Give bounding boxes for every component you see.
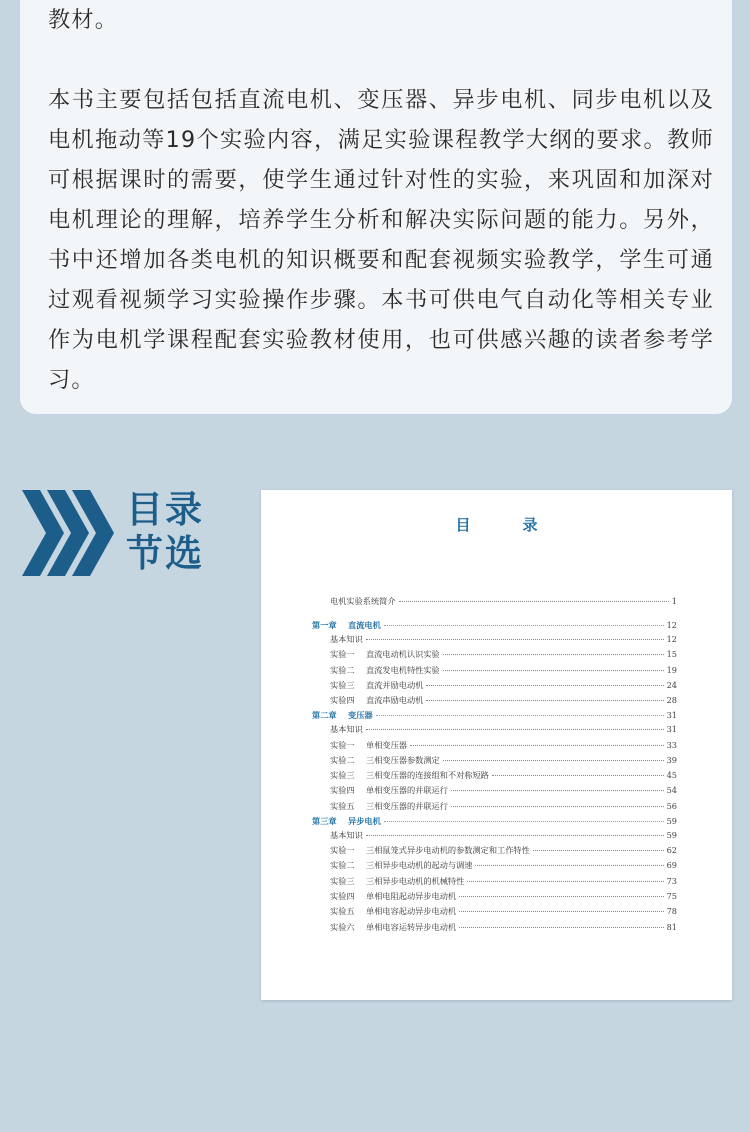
- toc-entry-row: [330, 634, 677, 645]
- toc-entry-row: [330, 876, 677, 887]
- toc-title-text: 单相变压器: [366, 739, 407, 750]
- toc-title-text: 三相变压器参数测定: [366, 754, 440, 765]
- toc-title-text: 直流串励电动机: [366, 695, 424, 706]
- triple-chevron-right-icon: [22, 488, 114, 578]
- toc-title-text: 基本知识: [330, 724, 363, 735]
- toc-number: 第一章: [312, 620, 337, 630]
- toc-title-text: 单相电阻起动异步电动机: [366, 890, 457, 901]
- toc-title-text: 三相鼠笼式异步电动机的参数测定和工作特性: [366, 845, 530, 855]
- section-title: [126, 488, 246, 576]
- toc-dot-leader: [451, 805, 664, 807]
- toc-entry-row: [330, 680, 677, 691]
- toc-entry-row: [330, 755, 677, 766]
- toc-page-number: 59: [666, 829, 677, 840]
- section-title-line2: 节选: [126, 532, 204, 575]
- toc-page-number: 31: [666, 724, 677, 735]
- toc-title-text: 基本知识: [330, 829, 363, 840]
- toc-page-number: 54: [666, 785, 677, 796]
- section-title-line1: 目录: [126, 488, 204, 531]
- toc-entry-row: [330, 801, 677, 812]
- toc-number: 实验二: [330, 754, 355, 765]
- toc-entry-row: [330, 830, 677, 841]
- toc-number: 实验二: [330, 860, 355, 871]
- toc-title-text: 电机实验系统简介: [330, 596, 396, 606]
- toc-entry-row: [330, 740, 677, 751]
- toc-number: 实验二: [330, 664, 355, 675]
- toc-title-text: 直流发电机特性实验: [366, 664, 440, 675]
- toc-number: 实验五: [330, 906, 355, 917]
- toc-title-text: 三相变压器的并联运行: [366, 800, 448, 811]
- toc-dot-leader: [410, 744, 664, 746]
- toc-entry-row: [330, 860, 677, 871]
- toc-chapter-row: [312, 710, 677, 721]
- toc-page-number: 28: [666, 695, 677, 706]
- toc-title-text: 三相变压器的连接组和不对称短路: [366, 770, 489, 781]
- toc-page-number: 31: [666, 710, 677, 721]
- toc-dot-leader: [451, 789, 664, 791]
- toc-entry-row: [330, 596, 677, 607]
- toc-dot-leader: [384, 624, 664, 626]
- toc-entry-row: [330, 695, 677, 706]
- toc-page-number: 81: [666, 921, 677, 932]
- toc-page-number: 1: [671, 596, 677, 606]
- toc-number: 实验四: [330, 890, 355, 901]
- intro-card: [20, 0, 732, 414]
- toc-page-number: 12: [666, 620, 677, 630]
- intro-paragraph: 教材。: [48, 7, 119, 33]
- toc-page-number: 73: [666, 875, 677, 886]
- intro-paragraph: 本书主要包括包括直流电机、变压器、异步电机、同步电机以及电机拖动等19个实验内容，满足实验课程教学大纲的要求。教师可根据课时的需要，使学生通过针对性的实验，来巩固和加深对电机理论的理解，培养学生分析和解决实际问题的能力。另外，书中还增加各类电机的知识概要和配套视频实验教学，学生可通过观看视频学习实验操作步骤。本书可供电气自动化等相关专业作为电机学课程配套实验教材使用，也可供感兴趣的读者参考学习。: [48, 87, 714, 393]
- toc-entry-row: [330, 724, 677, 735]
- toc-page-number: 75: [666, 890, 677, 901]
- toc-dot-leader: [533, 849, 664, 851]
- toc-number: 实验三: [330, 679, 355, 690]
- toc-chapter-row: [312, 816, 677, 827]
- toc-title-text: 基本知识: [330, 634, 363, 644]
- toc-title-text: 直流电动机认识实验: [366, 649, 440, 660]
- toc-title-text: 单相电容起动异步电动机: [366, 906, 457, 917]
- toc-page-number: 62: [666, 845, 677, 855]
- toc-title-text: 直流电机: [348, 620, 381, 630]
- toc-page-number: 59: [666, 815, 677, 826]
- toc-dot-leader: [443, 653, 664, 655]
- toc-number: 第三章: [312, 815, 337, 826]
- toc-entry-row: [330, 922, 677, 933]
- toc-title-text: 异步电机: [348, 815, 381, 826]
- toc-entry-row: [330, 891, 677, 902]
- toc-page-number: 15: [666, 649, 677, 660]
- toc-page-number: 45: [666, 770, 677, 781]
- toc-page-number: 69: [666, 860, 677, 871]
- toc-entry-row: [330, 770, 677, 781]
- intro-text: [48, 0, 714, 400]
- toc-dot-leader: [366, 638, 664, 640]
- toc-page-number: 39: [666, 754, 677, 765]
- toc-number: 实验三: [330, 875, 355, 886]
- toc-dot-leader: [384, 820, 664, 822]
- toc-dot-leader: [443, 759, 664, 761]
- toc-number: 实验四: [330, 695, 355, 706]
- toc-entry-row: [330, 845, 677, 856]
- toc-page-number: 78: [666, 906, 677, 917]
- toc-dot-leader: [467, 880, 663, 882]
- toc-dot-leader: [399, 600, 669, 602]
- toc-page-number: 19: [666, 664, 677, 675]
- toc-title-text: 单相电容运转异步电动机: [366, 921, 457, 932]
- toc-number: 第二章: [312, 710, 337, 721]
- toc-dot-leader: [366, 728, 664, 730]
- toc-dot-leader: [492, 774, 664, 776]
- toc-dot-leader: [475, 864, 663, 866]
- toc-number: 实验一: [330, 845, 355, 855]
- toc-title-text: 单相变压器的并联运行: [366, 785, 448, 796]
- toc-title: 目录: [455, 516, 590, 534]
- toc-dot-leader: [366, 834, 664, 836]
- toc-page-image: [261, 490, 732, 1000]
- toc-page-number: 12: [666, 634, 677, 644]
- toc-dot-leader: [443, 669, 664, 671]
- toc-entry-row: [330, 649, 677, 660]
- toc-page-number: 56: [666, 800, 677, 811]
- toc-title-text: 直流并励电动机: [366, 679, 424, 690]
- toc-dot-leader: [459, 910, 664, 912]
- toc-chapter-row: [312, 620, 677, 631]
- toc-number: 实验三: [330, 770, 355, 781]
- toc-page-number: 33: [666, 739, 677, 750]
- toc-entry-row: [330, 906, 677, 917]
- toc-number: 实验五: [330, 800, 355, 811]
- section-heading: [22, 488, 242, 583]
- toc-page-number: 24: [666, 679, 677, 690]
- toc-number: 实验四: [330, 785, 355, 796]
- paragraph-spacer: [48, 40, 714, 80]
- toc-title-text: 三相异步电动机的机械特性: [366, 875, 465, 886]
- toc-dot-leader: [459, 895, 664, 897]
- toc-title-text: 变压器: [348, 710, 373, 721]
- toc-dot-leader: [459, 926, 664, 928]
- toc-number: 实验一: [330, 649, 355, 660]
- toc-number: 实验一: [330, 739, 355, 750]
- toc-dot-leader: [376, 714, 664, 716]
- toc-dot-leader: [426, 684, 663, 686]
- toc-number: 实验六: [330, 921, 355, 932]
- toc-dot-leader: [426, 699, 663, 701]
- toc-title-text: 三相异步电动机的起动与调速: [366, 860, 473, 871]
- toc-entry-row: [330, 665, 677, 676]
- toc-entry-row: [330, 785, 677, 796]
